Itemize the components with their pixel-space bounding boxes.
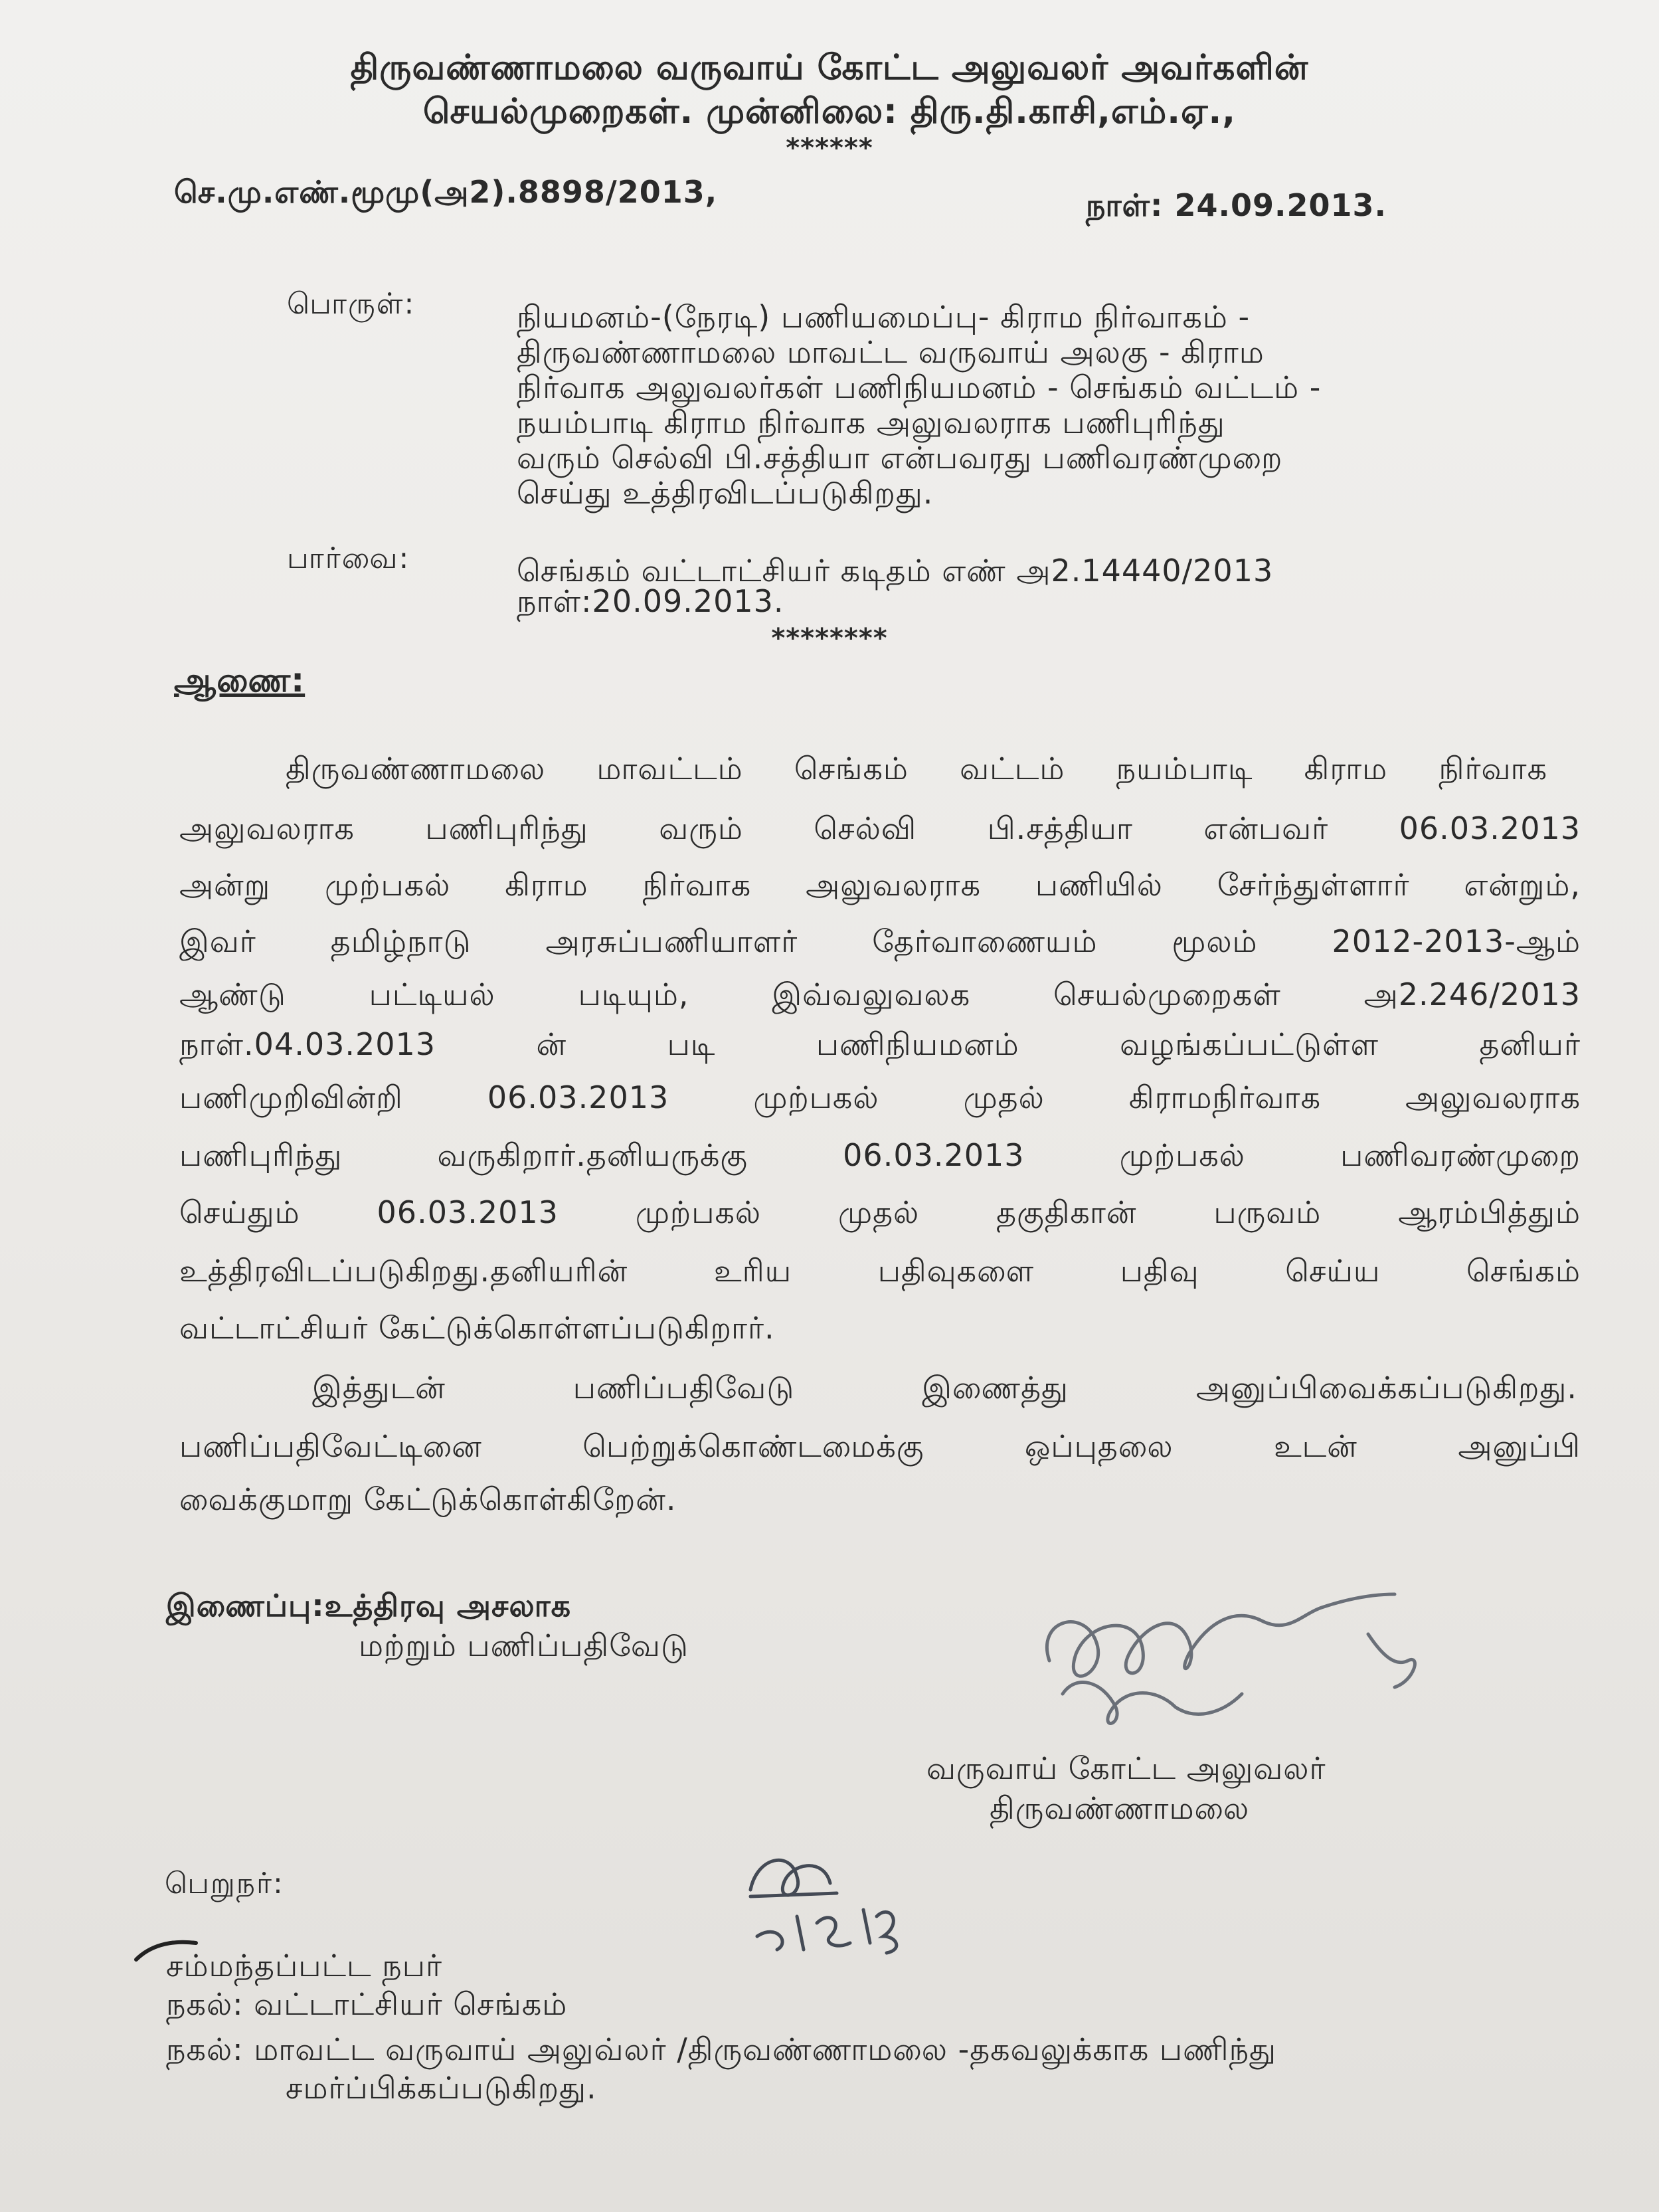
order-para1-line-6: நாள்.04.03.2013 ன் படி பணிநியமனம் வழங்கப்பட்டுள்ள தனியர்: [179, 1026, 1581, 1062]
copy-line-2: நகல்: மாவட்ட வருவாய் அலுவ்லர் /திருவண்ணாமலை -தகவலுக்காக பணிந்து: [166, 2031, 1276, 2067]
order-para1-line-1: திருவண்ணாமலை மாவட்டம் செங்கம் வட்டம் நயம்பாடி கிராம நிர்வாக: [286, 751, 1547, 786]
order-para1-line-3: அன்று முற்பகல் கிராம நிர்வாக அலுவலராக பணியில் சேர்ந்துள்ளார் என்றும்,: [179, 867, 1581, 903]
signatory-line-2: திருவண்ணாமலை: [990, 1790, 1250, 1826]
reference-read-line-1: செங்கம் வட்டாட்சியர் கடிதம் எண் அ2.14440/2013: [517, 553, 1274, 589]
recipients-label: பெறுநர்:: [165, 1867, 284, 1900]
signatory-line-1: வருவாய் கோட்ட அலுவலர்: [926, 1750, 1326, 1786]
order-para1-line-5: ஆண்டு பட்டியல் படியும், இவ்வலுவலக செயல்முறைகள் அ2.246/2013: [179, 976, 1581, 1012]
copy-line-1: நகல்: வட்டாட்சியர் செங்கம்: [166, 1986, 568, 2022]
subject-label: பொருள்:: [287, 287, 416, 321]
signature-drawing: [1023, 1581, 1435, 1767]
subject-line-2: திருவண்ணாமலை மாவட்ட வருவாய் அலகு - கிராம: [517, 334, 1265, 370]
reference-number: செ.மு.எண்.மூமு(அ2).8898/2013,: [174, 174, 718, 210]
title-line-1: திருவண்ணாமலை வருவாய் கோட்ட அலுவலர் அவர்களின்: [350, 48, 1309, 88]
reference-date: நாள்: 24.09.2013.: [1086, 187, 1387, 223]
order-para1-line-2: அலுவலராக பணிபுரிந்து வரும் செல்வி பி.சத்தியா என்பவர் 06.03.2013: [179, 810, 1581, 846]
subject-line-6: செய்து உத்திரவிடப்படுகிறது.: [517, 475, 934, 511]
stars-middle: ********: [771, 623, 888, 654]
enclosure-line-2: மற்றும் பணிப்பதிவேடு: [359, 1627, 689, 1663]
enclosure-line-1: இணைப்பு:உத்திரவு அசலாக: [166, 1588, 572, 1623]
subject-line-1: நியமனம்-(நேரடி) பணியமைப்பு- கிராம நிர்வாகம் -: [517, 299, 1251, 335]
subject-line-3: நிர்வாக அலுவலர்கள் பணிநியமனம் - செங்கம் வட்டம் -: [517, 369, 1322, 405]
stars-top: ******: [786, 133, 873, 163]
subject-line-4: நயம்பாடி கிராம நிர்வாக அலுவலராக பணிபுரிந்து: [517, 405, 1225, 440]
order-para1-line-7: பணிமுறிவின்றி 06.03.2013 முற்பகல் முதல் கிராமநிர்வாக அலுவலராக: [179, 1079, 1581, 1115]
reference-read-label: பார்வை:: [287, 541, 410, 575]
order-para2-line-3: வைக்குமாறு கேட்டுக்கொள்கிறேன்.: [179, 1481, 677, 1517]
reference-read-line-2: நாள்:20.09.2013.: [517, 583, 784, 619]
order-para2-line-2: பணிப்பதிவேட்டினை பெற்றுக்கொண்டமைக்கு ஒப்புதலை உடன் அனுப்பி: [179, 1428, 1581, 1464]
title-line-2: செயல்முறைகள். முன்னிலை: திரு.தி.காசி,எம்.ஏ.,: [422, 92, 1236, 132]
order-para1-line-9: செய்தும் 06.03.2013 முற்பகல் முதல் தகுதிகான் பருவம் ஆரம்பித்தும்: [179, 1194, 1581, 1230]
order-para1-line-10: உத்திரவிடப்படுகிறது.தனியரின் உரிய பதிவுகளை பதிவு செய்ய செங்கம்: [179, 1253, 1581, 1289]
order-heading: ஆணை:: [174, 661, 306, 699]
order-para2-line-1: இத்துடன் பணிப்பதிவேடு இணைத்து அனுப்பிவைக்கப்படுகிறது.: [312, 1370, 1577, 1406]
order-para1-line-8: பணிபுரிந்து வருகிறார்.தனியருக்கு 06.03.2013 முற்பகல் பணிவரண்முறை: [179, 1137, 1581, 1173]
handwritten-initials: [737, 1837, 910, 1963]
tick-mark-icon: [130, 1930, 209, 1970]
order-para1-line-11: வட்டாட்சியர் கேட்டுக்கொள்ளப்படுகிறார்.: [179, 1310, 775, 1346]
subject-line-5: வரும் செல்வி பி.சத்தியா என்பவரது பணிவரண்முறை: [517, 440, 1283, 476]
order-para1-line-4: இவர் தமிழ்நாடு அரசுப்பணியாளர் தேர்வாணையம் மூலம் 2012-2013-ஆம்: [179, 923, 1581, 959]
copy-line-3: சமர்ப்பிக்கப்படுகிறது.: [286, 2070, 597, 2106]
recipient-line-1: சம்மந்தப்பட்ட நபர்: [166, 1948, 443, 1983]
